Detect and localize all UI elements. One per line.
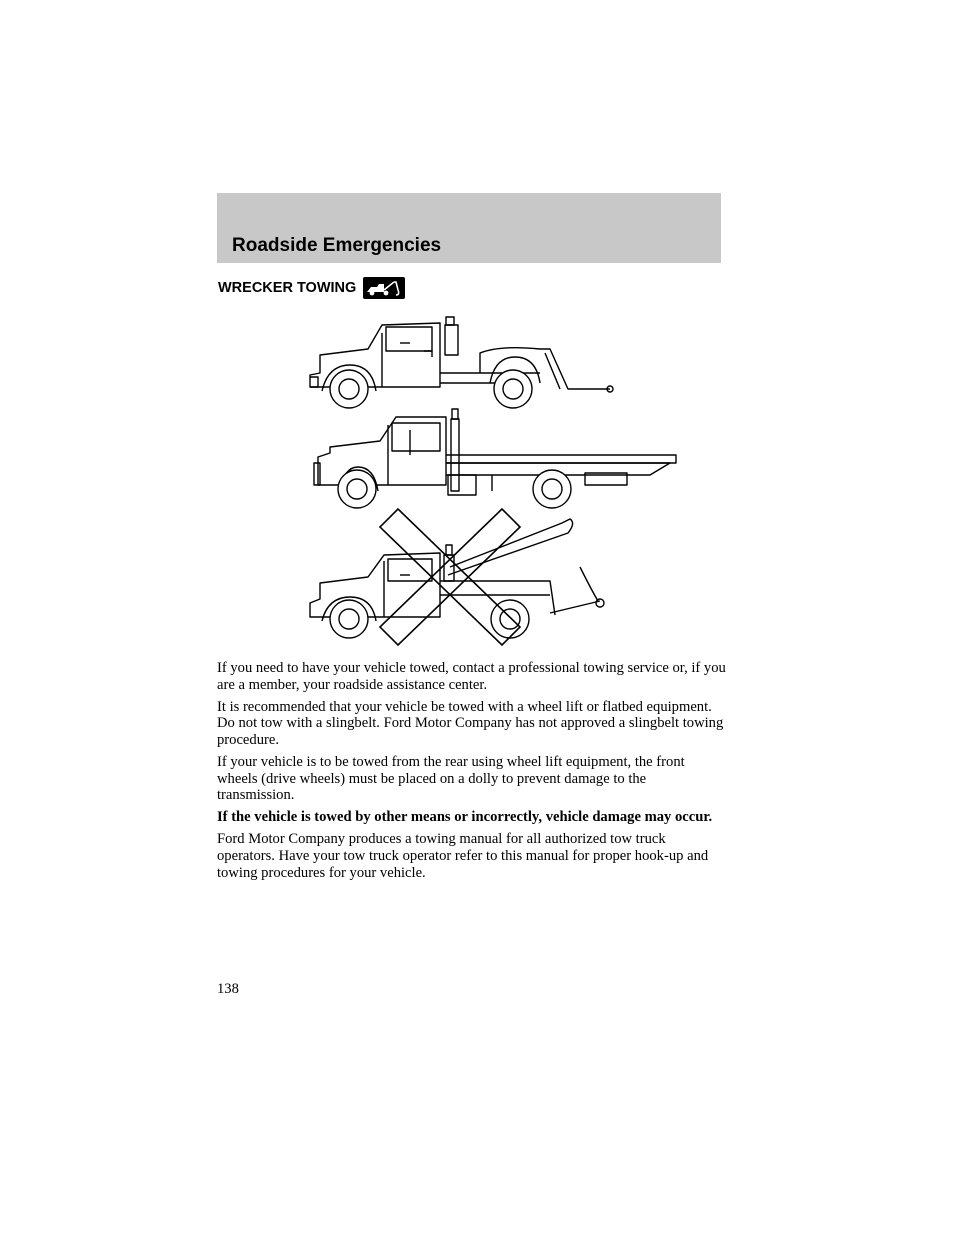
towing-illustration — [300, 305, 690, 650]
flatbed-truck — [314, 409, 676, 508]
warning-paragraph: If the vehicle is towed by other means or incorrectly, vehicle damage may occur. — [217, 809, 713, 826]
slingbelt-truck — [310, 519, 604, 638]
paragraph: It is recommended that your vehicle be towed with a wheel lift or flatbed equipment. Do not tow with a slingbelt. Ford Motor Company has not approved a slingbelt towing procedure. — [217, 698, 724, 748]
tow-truck-icon — [362, 276, 406, 300]
page-number: 138 — [217, 981, 239, 997]
body-text — [217, 660, 727, 887]
header-band — [217, 193, 721, 263]
page-title: Roadside Emergencies — [232, 235, 442, 256]
section-heading-label: WRECKER TOWING — [218, 280, 357, 296]
paragraph: If you need to have your vehicle towed, contact a professional towing service or, if you are a member, your roadside assistance center. — [217, 660, 726, 693]
wheel-lift-truck — [310, 317, 613, 408]
paragraph: Ford Motor Company produces a towing manual for all authorized tow truck operators. Have your tow truck operator refer to this manual for proper hook-up and towing procedures for your vehicle. — [217, 831, 709, 881]
section-heading — [218, 276, 406, 300]
paragraph: If your vehicle is to be towed from the rear using wheel lift equipment, the front wheels (drive wheels) must be placed on a dolly to prevent damage to the transmission. — [217, 753, 685, 804]
